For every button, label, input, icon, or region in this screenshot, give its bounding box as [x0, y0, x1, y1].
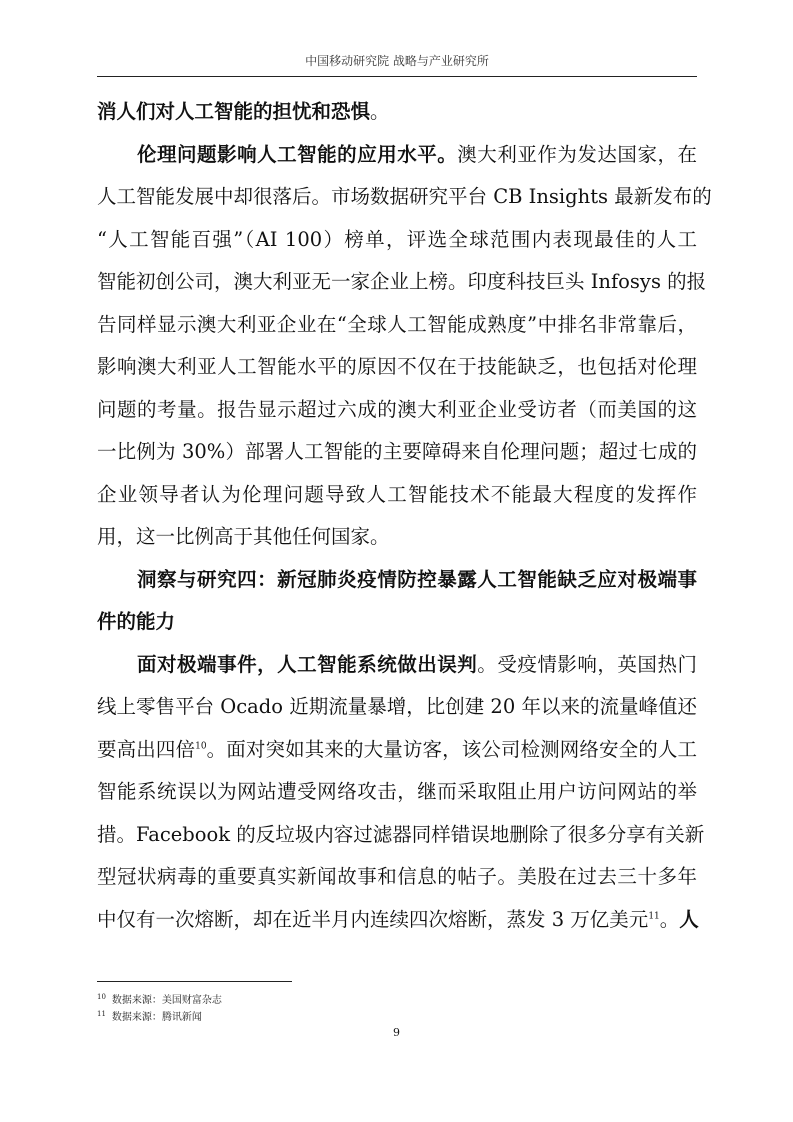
text-line: [97, 899, 697, 942]
body-text: [97, 91, 712, 941]
text-run: 人工智能发展中却很落后。市场数据研究平台 CB Insights 最新发布的: [97, 185, 712, 208]
bold-text: 伦理问题影响人工智能的应用水平。: [137, 142, 458, 166]
page-number: 9: [393, 1026, 400, 1039]
text-run: “人工智能百强”（AI 100）榜单，评选全球范围内表现最佳的人工: [97, 227, 697, 251]
text-line: [97, 559, 697, 602]
header-rule: [97, 76, 697, 77]
text-run: 企业领导者认为伦理问题导致人工智能技术不能最大程度的发挥作: [97, 482, 697, 506]
text-line: [97, 474, 697, 517]
footnote-text: 数据来源：美国财富杂志: [111, 995, 222, 1006]
footnote-number: 10: [97, 992, 106, 1001]
text-run: 问题的考量。报告显示超过六成的澳大利亚企业受访者（而美国的这: [97, 397, 697, 421]
bold-text: 面对极端事件，人工智能系统做出误判: [137, 652, 478, 676]
text-line: [97, 431, 697, 474]
text-line: [97, 389, 697, 432]
text-run: 一比例为 30%）部署人工智能的主要障碍来自伦理问题；超过七成的: [97, 440, 697, 463]
text-line: [97, 91, 697, 134]
text-run: 。: [659, 907, 680, 931]
text-line: [97, 346, 697, 389]
text-run: 告同样显示澳大利亚企业在“全球人工智能成熟度”中排名非常靠后，: [97, 312, 697, 336]
text-run: 措。Facebook 的反垃圾内容过滤器同样错误地删除了很多分享有关新: [97, 822, 705, 846]
text-line: [97, 814, 705, 857]
running-header: 中国移动研究院 战略与产业研究所: [305, 54, 489, 68]
bold-text: 洞察与研究四：新冠肺炎疫情防控暴露人工智能缺乏应对极端事: [137, 567, 697, 591]
text-line: [97, 856, 697, 899]
footnote-text: 数据来源：腾讯新闻: [111, 1012, 202, 1023]
text-run: 影响澳大利亚人工智能水平的原因不仅在于技能缺乏，也包括对伦理: [97, 355, 697, 378]
text-line: [97, 219, 697, 262]
text-run: 。: [370, 100, 390, 123]
text-run: 。面对突如其来的大量访客，该公司检测网络安全的人工: [206, 737, 697, 761]
bold-text: 人: [679, 907, 699, 931]
text-run: 用，这一比例高于其他任何国家。: [97, 525, 390, 548]
text-line: [97, 644, 697, 687]
text-run: 智能系统误以为网站遭受网络攻击，继而采取阻止用户访问网站的举: [97, 780, 697, 803]
text-line: [97, 729, 697, 772]
text-line: [97, 134, 697, 177]
text-run: 中仅有一次熔断，却在近半月内连续四次熔断，蒸发 3 万亿美元: [97, 907, 649, 931]
text-run: 智能初创公司，澳大利亚无一家企业上榜。印度科技巨头 Infosys 的报: [97, 270, 707, 293]
text-line: [97, 516, 697, 559]
bold-text: 消人们对人工智能的担忧和恐惧: [97, 100, 371, 123]
footnote-ref: 11: [648, 911, 660, 921]
footnote-rule: [97, 981, 292, 982]
footnote-10: [97, 991, 222, 1006]
text-run: 澳大利亚作为发达国家，在: [457, 142, 697, 166]
text-run: 。受疫情影响，英国热门: [477, 652, 697, 676]
footnote-11: [97, 1008, 202, 1023]
text-line: [97, 686, 697, 729]
footnote-number: 11: [97, 1009, 106, 1018]
bold-text: 件的能力: [97, 610, 176, 633]
text-line: [97, 176, 712, 219]
text-line: [97, 261, 707, 304]
text-line: [97, 601, 697, 644]
text-run: 线上零售平台 Ocado 近期流量暴增，比创建 20 年以来的流量峰值还: [97, 695, 697, 718]
footnote-ref: 10: [195, 741, 207, 751]
text-line: [97, 771, 697, 814]
text-run: 要高出四倍: [97, 737, 196, 761]
text-line: [97, 304, 697, 347]
text-run: 型冠状病毒的重要真实新闻故事和信息的帖子。美股在过去三十多年: [97, 865, 697, 888]
